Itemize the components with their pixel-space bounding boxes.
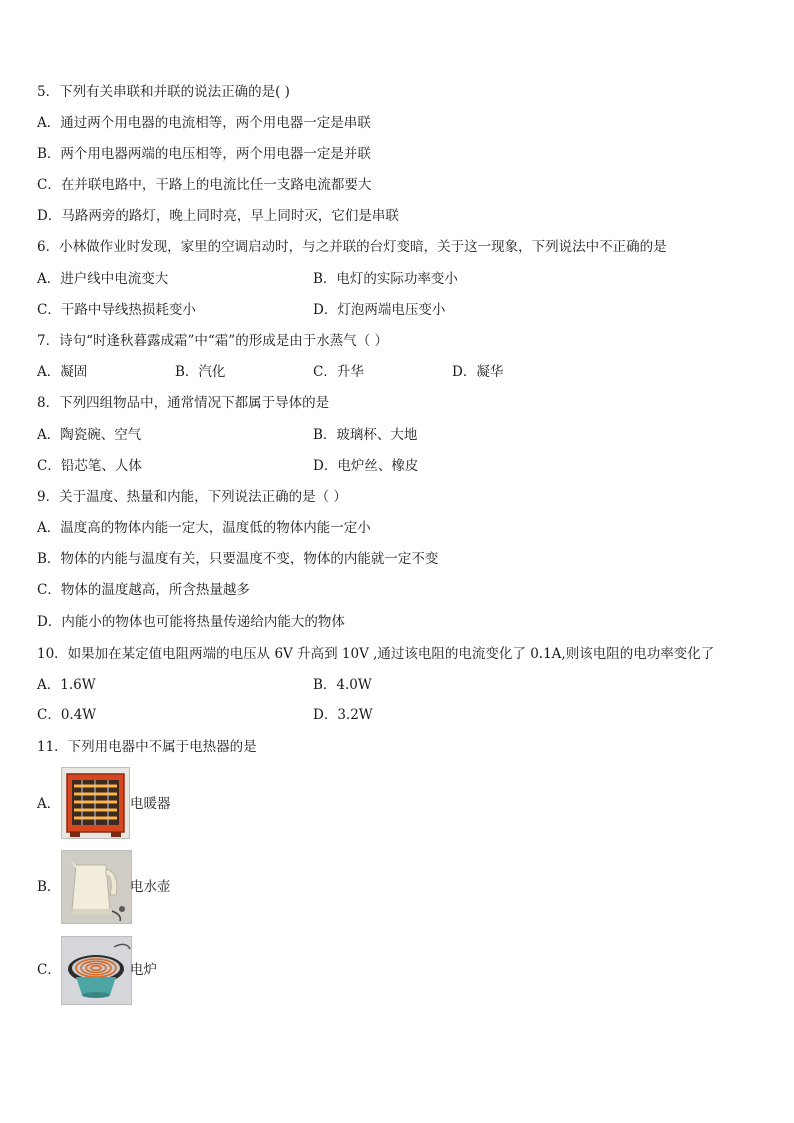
question-7-stem: 7．诗句“时逢秋暮露成霜”中“霜”的形成是由于水蒸气（ ） <box>37 333 388 349</box>
question-6-option-b: B．电灯的实际功率变小 <box>313 271 458 287</box>
question-8-stem: 8．下列四组物品中，通常情况下都属于导体的是 <box>37 395 330 411</box>
question-11-option-a-letter: A． <box>37 796 61 812</box>
question-7-option-a: A．凝固 <box>37 364 88 380</box>
question-10-stem: 10．如果加在某定值电阻两端的电压从 6V 升高到 10V ,通过该电阻的电流变化了 0.1A,则该电阻的电功率变化了 <box>37 646 715 662</box>
electric-heater-icon <box>61 767 130 839</box>
question-5-option-d: D．马路两旁的路灯，晚上同时亮，早上同时灭，它们是串联 <box>37 208 399 224</box>
question-10-option-d: D．3.2W <box>313 707 373 723</box>
question-11-option-a-label: 电暖器 <box>130 796 171 812</box>
question-8-option-c: C．铅芯笔、人体 <box>37 458 142 474</box>
question-11-option-b-letter: B． <box>37 879 61 895</box>
question-10-option-a: A．1.6W <box>37 677 96 693</box>
question-6-option-c: C．干路中导线热损耗变小 <box>37 302 196 318</box>
question-6-option-d: D．灯泡两端电压变小 <box>313 302 446 318</box>
question-9-option-d: D．内能小的物体也可能将热量传递给内能大的物体 <box>37 614 345 630</box>
question-9-stem: 9．关于温度、热量和内能，下列说法正确的是（ ） <box>37 489 347 505</box>
question-9-option-b: B．物体的内能与温度有关，只要温度不变，物体的内能就一定不变 <box>37 551 439 567</box>
question-10-option-b: B．4.0W <box>313 677 372 693</box>
question-6-stem: 6．小林做作业时发现，家里的空调启动时，与之并联的台灯变暗，关于这一现象，下列说法中不正确的是 <box>37 239 667 255</box>
question-11-option-c-label: 电炉 <box>130 962 157 978</box>
question-5-option-b: B．两个用电器两端的电压相等，两个用电器一定是并联 <box>37 146 371 162</box>
question-11-option-c-letter: C． <box>37 962 61 978</box>
question-11-stem: 11．下列用电器中不属于电热器的是 <box>37 739 257 755</box>
question-7-option-c: C．升华 <box>313 364 364 380</box>
question-5-option-a: A．通过两个用电器的电流相等，两个用电器一定是串联 <box>37 115 371 131</box>
question-5-stem: 5．下列有关串联和并联的说法正确的是( ) <box>37 84 290 100</box>
question-6-option-a: A．进户线中电流变大 <box>37 271 169 287</box>
question-5-option-c: C．在并联电路中，干路上的电流比任一支路电流都要大 <box>37 177 372 193</box>
question-7-option-d: D．凝华 <box>452 364 504 380</box>
question-10-option-c: C．0.4W <box>37 707 97 723</box>
question-8-option-a: A．陶瓷碗、空气 <box>37 427 142 443</box>
question-11-option-b-label: 电水壶 <box>130 879 171 895</box>
question-8-option-d: D．电炉丝、橡皮 <box>313 458 419 474</box>
question-7-option-b: B．汽化 <box>175 364 226 380</box>
question-8-option-b: B．玻璃杯、大地 <box>313 427 418 443</box>
electric-stove-icon <box>61 936 132 1005</box>
question-9-option-c: C．物体的温度越高，所含热量越多 <box>37 582 250 598</box>
electric-kettle-icon <box>61 850 132 924</box>
question-9-option-a: A．温度高的物体内能一定大，温度低的物体内能一定小 <box>37 520 371 536</box>
